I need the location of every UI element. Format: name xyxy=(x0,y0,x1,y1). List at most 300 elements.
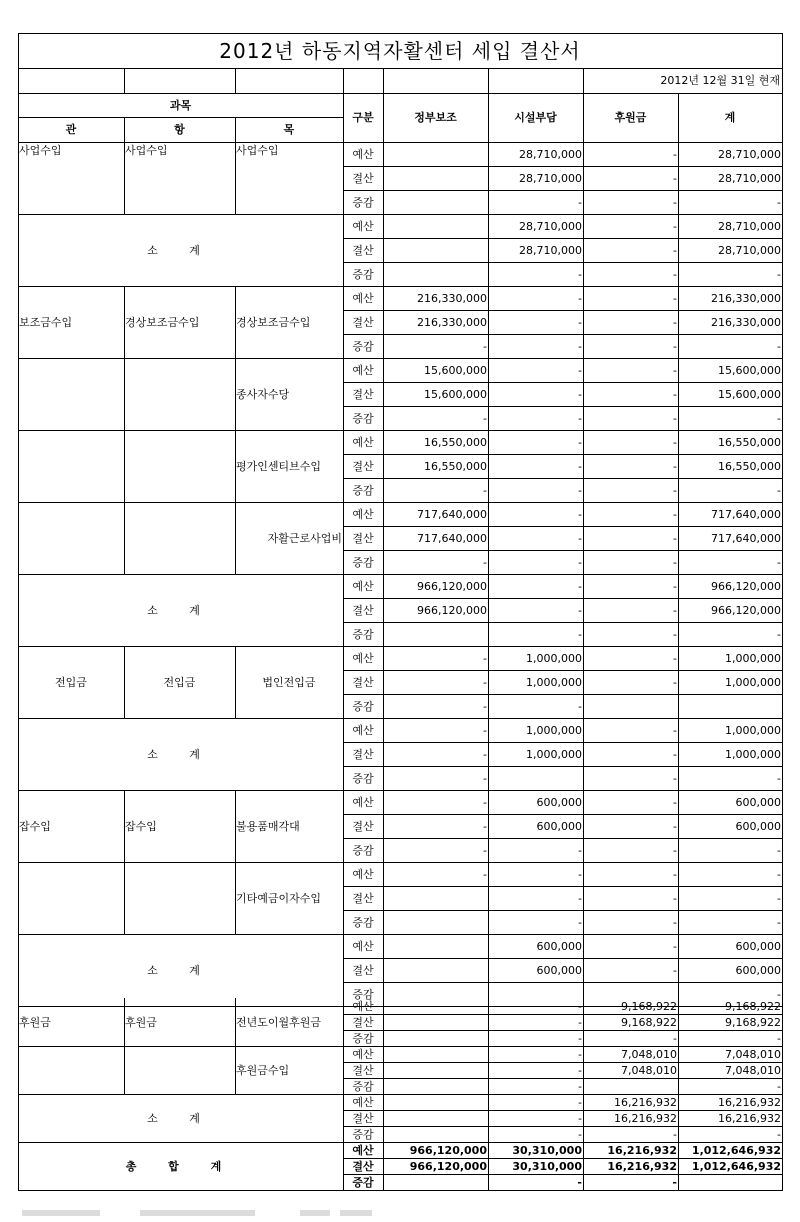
row-type-label: 증감 xyxy=(352,267,374,281)
amount-cell: 1,000,000 xyxy=(526,651,582,665)
subtotal-label: 소 계 xyxy=(147,243,214,257)
amount-cell: 966,120,000 xyxy=(417,579,487,593)
grid-line xyxy=(343,1126,783,1127)
grid-line xyxy=(583,574,584,647)
gwan-cell xyxy=(18,430,124,502)
mok-cell: 법인전입금 xyxy=(262,675,316,689)
amount-cell: - xyxy=(673,291,677,305)
header-hang: 항 xyxy=(174,123,185,136)
grid-line xyxy=(678,1142,679,1191)
amount-cell: 600,000 xyxy=(536,939,582,953)
hang-cell xyxy=(124,862,235,934)
row-type-label: 예산 xyxy=(352,507,374,521)
row-type-label: 증감 xyxy=(352,987,374,1001)
grid-line xyxy=(488,1046,489,1095)
grid-line xyxy=(583,862,584,935)
amount-cell: 16,550,000 xyxy=(718,435,781,449)
amount-cell: 16,550,000 xyxy=(718,459,781,473)
header-gubun: 구분 xyxy=(352,111,374,124)
grid-line xyxy=(383,934,384,1007)
grid-line xyxy=(678,790,679,863)
grid-line xyxy=(488,790,489,863)
amount-cell: 16,550,000 xyxy=(424,435,487,449)
grid-line xyxy=(343,934,344,1007)
amount-cell xyxy=(383,1046,488,1062)
amount-cell: - xyxy=(578,531,582,545)
hang-cell xyxy=(124,1046,235,1094)
gwan-cell: 사업수입 xyxy=(19,144,62,157)
amount-cell: - xyxy=(673,387,677,401)
amount-cell: 15,600,000 xyxy=(718,387,781,401)
amount-cell: - xyxy=(578,507,582,521)
amount-cell: - xyxy=(673,915,677,929)
grid-line xyxy=(343,1078,783,1079)
amount-cell: 216,330,000 xyxy=(417,291,487,305)
amount-cell: - xyxy=(578,999,582,1013)
amount-cell: - xyxy=(578,1111,582,1125)
amount-cell xyxy=(383,958,488,982)
grid-line xyxy=(383,1094,384,1143)
row-type-label: 결산 xyxy=(352,459,374,473)
amount-cell: 28,710,000 xyxy=(718,147,781,161)
row-type-label: 예산 xyxy=(352,147,374,161)
grid-line xyxy=(343,142,344,215)
amount-cell: - xyxy=(673,435,677,449)
amount-cell: - xyxy=(777,195,781,209)
grid-line xyxy=(343,1014,783,1015)
subtotal-label: 소 계 xyxy=(147,603,214,617)
amount-cell xyxy=(583,1078,678,1094)
row-type-label: 결산 xyxy=(352,891,374,905)
amount-cell: 600,000 xyxy=(735,963,781,977)
grid-line xyxy=(343,622,783,623)
amount-cell xyxy=(383,622,488,646)
amount-cell: - xyxy=(777,483,781,497)
grid-line xyxy=(343,1142,344,1191)
amount-cell: - xyxy=(777,339,781,353)
amount-cell: 9,168,922 xyxy=(725,999,781,1013)
amount-cell xyxy=(383,998,488,1014)
grid-line xyxy=(343,334,783,335)
amount-cell xyxy=(383,1014,488,1030)
amount-cell: - xyxy=(673,675,677,689)
amount-cell xyxy=(488,766,583,790)
row-type-label: 예산 xyxy=(352,1047,374,1061)
amount-cell: 28,710,000 xyxy=(718,243,781,257)
grid-line xyxy=(678,718,679,791)
grid-line xyxy=(18,33,783,34)
hang-cell xyxy=(124,430,235,502)
amount-cell: - xyxy=(483,771,487,785)
gwan-cell xyxy=(18,358,124,430)
amount-cell: - xyxy=(483,843,487,857)
row-type-label: 예산 xyxy=(352,867,374,881)
row-type-label: 증감 xyxy=(352,483,374,497)
amount-cell: - xyxy=(578,627,582,641)
amount-cell: 600,000 xyxy=(536,819,582,833)
row-type-label: 결산 xyxy=(352,675,374,689)
amount-cell: - xyxy=(777,843,781,857)
amount-cell: 16,216,932 xyxy=(614,1095,677,1109)
amount-cell: - xyxy=(777,987,781,1001)
amount-cell: 16,216,932 xyxy=(607,1159,677,1173)
amount-cell: - xyxy=(578,1047,582,1061)
sheet-title: 2012년 하동지역자활센터 세입 결산서 xyxy=(219,38,581,63)
amount-cell: - xyxy=(578,915,582,929)
amount-cell: - xyxy=(673,795,677,809)
amount-cell: - xyxy=(673,963,677,977)
row-type-label: 결산 xyxy=(352,603,374,617)
amount-cell: 600,000 xyxy=(536,795,582,809)
row-type-label: 결산 xyxy=(352,1159,374,1173)
amount-cell: 966,120,000 xyxy=(417,603,487,617)
amount-cell: 717,640,000 xyxy=(711,531,781,545)
amount-cell: - xyxy=(578,411,582,425)
amount-cell xyxy=(383,1110,488,1126)
grid-line xyxy=(343,406,783,407)
grid-line xyxy=(383,430,384,503)
amount-cell: - xyxy=(673,867,677,881)
amount-cell: 966,120,000 xyxy=(409,1143,487,1157)
mok-cell: 경상보조금수입 xyxy=(236,315,311,329)
amount-cell xyxy=(383,190,488,214)
amount-cell: 1,000,000 xyxy=(526,723,582,737)
amount-cell: - xyxy=(483,819,487,833)
amount-cell: - xyxy=(673,747,677,761)
grid-line xyxy=(678,286,679,359)
grid-line xyxy=(343,262,783,263)
amount-cell: - xyxy=(673,555,677,569)
grid-line xyxy=(583,358,584,431)
row-type-label: 증감 xyxy=(352,411,374,425)
row-type-label: 증감 xyxy=(352,627,374,641)
amount-cell: - xyxy=(578,1127,582,1141)
grid-line xyxy=(488,574,489,647)
hang-cell: 경상보조금수입 xyxy=(125,315,200,329)
amount-cell: - xyxy=(673,891,677,905)
footer-smudge xyxy=(140,1210,255,1216)
hang-cell xyxy=(124,358,235,430)
row-type-label: 예산 xyxy=(352,999,374,1013)
grid-line xyxy=(583,790,584,863)
row-type-label: 예산 xyxy=(352,1143,374,1157)
header-gwamok: 과목 xyxy=(169,98,192,112)
gwan-cell: 후원금 xyxy=(19,1015,51,1029)
grid-line xyxy=(383,93,384,143)
amount-cell xyxy=(383,1174,488,1190)
row-type-label: 예산 xyxy=(352,579,374,593)
grid-line xyxy=(583,286,584,359)
amount-cell: - xyxy=(777,555,781,569)
amount-cell: 966,120,000 xyxy=(409,1159,487,1173)
grid-line xyxy=(343,838,783,839)
footer-smudge xyxy=(300,1210,330,1216)
grid-line xyxy=(343,982,783,983)
amount-cell: 28,710,000 xyxy=(519,243,582,257)
grid-line xyxy=(124,117,125,143)
grid-line xyxy=(583,214,584,287)
grid-line xyxy=(583,718,584,791)
row-type-label: 결산 xyxy=(352,171,374,185)
amount-cell: - xyxy=(578,603,582,617)
row-type-label: 결산 xyxy=(352,1015,374,1029)
grid-line xyxy=(583,646,584,719)
grid-line xyxy=(383,68,384,94)
grid-line xyxy=(383,718,384,791)
amount-cell xyxy=(383,166,488,190)
amount-cell: - xyxy=(578,363,582,377)
row-type-label: 증감 xyxy=(352,1127,374,1141)
amount-cell: - xyxy=(578,1015,582,1029)
grid-line xyxy=(343,1110,783,1111)
amount-cell: - xyxy=(483,795,487,809)
grid-line xyxy=(235,68,236,94)
amount-cell: 7,048,010 xyxy=(621,1063,677,1077)
mok-cell: 후원금수입 xyxy=(236,1063,290,1077)
grid-line xyxy=(488,358,489,431)
amount-cell xyxy=(583,694,678,718)
grid-line xyxy=(488,998,489,1047)
footer-smudge xyxy=(22,1210,100,1216)
grid-line xyxy=(343,574,344,647)
row-type-label: 예산 xyxy=(352,939,374,953)
row-type-label: 예산 xyxy=(352,1095,374,1109)
amount-cell xyxy=(383,1030,488,1046)
hang-cell: 후원금 xyxy=(125,1015,157,1029)
grid-line xyxy=(343,886,783,887)
amount-cell: - xyxy=(578,555,582,569)
grid-line xyxy=(343,694,783,695)
header-gov: 정부보조 xyxy=(414,111,457,124)
grid-line xyxy=(383,646,384,719)
grid-line xyxy=(343,93,344,143)
mok-cell: 불용품매각대 xyxy=(236,819,300,833)
header-gwan: 관 xyxy=(65,123,77,136)
grid-line xyxy=(678,1046,679,1095)
amount-cell: - xyxy=(483,555,487,569)
grid-line xyxy=(488,1094,489,1143)
amount-cell: 216,330,000 xyxy=(417,315,487,329)
row-type-label: 결산 xyxy=(352,819,374,833)
amount-cell: - xyxy=(578,579,582,593)
amount-cell: - xyxy=(673,723,677,737)
grid-line xyxy=(488,142,489,215)
subtotal-label: 소 계 xyxy=(147,963,214,977)
amount-cell: 15,600,000 xyxy=(718,363,781,377)
grid-line xyxy=(343,790,344,863)
grid-line xyxy=(678,142,679,215)
amount-cell: - xyxy=(578,195,582,209)
amount-cell: - xyxy=(673,339,677,353)
amount-cell: 28,710,000 xyxy=(519,219,582,233)
amount-cell: 28,710,000 xyxy=(519,147,582,161)
grid-line xyxy=(343,1158,783,1159)
amount-cell: 16,216,932 xyxy=(718,1111,781,1125)
grid-line xyxy=(343,310,783,311)
amount-cell: - xyxy=(578,1063,582,1077)
amount-cell: - xyxy=(578,315,582,329)
grid-line xyxy=(488,68,489,94)
row-type-label: 결산 xyxy=(352,531,374,545)
header-facility: 시설부담 xyxy=(514,111,557,124)
row-type-label: 증감 xyxy=(352,771,374,785)
amount-cell: 966,120,000 xyxy=(711,603,781,617)
amount-cell: - xyxy=(578,1079,582,1093)
amount-cell: - xyxy=(673,771,677,785)
amount-cell: - xyxy=(673,531,677,545)
grid-line xyxy=(383,998,384,1047)
amount-cell: 1,000,000 xyxy=(725,747,781,761)
row-type-label: 증감 xyxy=(352,1031,374,1045)
row-type-label: 증감 xyxy=(352,699,374,713)
amount-cell: 600,000 xyxy=(536,963,582,977)
subtotal-label: 소 계 xyxy=(147,747,214,761)
row-type-label: 예산 xyxy=(352,795,374,809)
mok-cell: 기타예금이자수입 xyxy=(236,891,322,905)
amount-cell: 9,168,922 xyxy=(725,1015,781,1029)
gwan-cell: 전입금 xyxy=(55,675,87,689)
amount-cell: - xyxy=(777,915,781,929)
row-type-label: 증감 xyxy=(352,843,374,857)
amount-cell: - xyxy=(483,723,487,737)
grid-line xyxy=(343,550,783,551)
amount-cell: - xyxy=(777,891,781,905)
gwan-cell: 보조금수입 xyxy=(19,315,73,329)
amount-cell: - xyxy=(483,867,487,881)
header-donation: 후원금 xyxy=(614,111,647,124)
row-type-label: 결산 xyxy=(352,1063,374,1077)
grid-line xyxy=(678,1094,679,1143)
amount-cell: 30,310,000 xyxy=(512,1143,582,1157)
grid-line xyxy=(383,214,384,287)
grid-line xyxy=(488,934,489,1007)
grid-line xyxy=(343,1030,783,1031)
amount-cell: - xyxy=(673,483,677,497)
grid-line xyxy=(678,502,679,575)
grid-line xyxy=(678,934,679,1007)
grid-line xyxy=(343,502,344,575)
amount-cell: 1,000,000 xyxy=(725,723,781,737)
amount-cell: - xyxy=(483,339,487,353)
amount-cell: - xyxy=(673,579,677,593)
grid-line xyxy=(678,998,679,1047)
amount-cell xyxy=(383,142,488,166)
amount-cell: - xyxy=(578,843,582,857)
amount-cell: 15,600,000 xyxy=(424,387,487,401)
amount-cell: 28,710,000 xyxy=(519,171,582,185)
mok-cell: 자활근로사업비 xyxy=(267,531,342,545)
grid-line xyxy=(383,286,384,359)
row-type-label: 증감 xyxy=(352,1079,374,1093)
grid-line xyxy=(583,1094,584,1143)
row-type-label: 증감 xyxy=(352,339,374,353)
amount-cell: 16,550,000 xyxy=(424,459,487,473)
row-type-label: 증감 xyxy=(352,1175,374,1189)
amount-cell: - xyxy=(673,363,677,377)
grid-line xyxy=(678,430,679,503)
grid-line xyxy=(343,1062,783,1063)
grid-line xyxy=(343,1046,344,1095)
grid-line xyxy=(124,68,125,94)
amount-cell: - xyxy=(673,219,677,233)
grid-line xyxy=(343,814,783,815)
amount-cell: - xyxy=(777,1031,781,1045)
grid-line xyxy=(343,742,783,743)
amount-cell: 1,000,000 xyxy=(526,675,582,689)
row-type-label: 결산 xyxy=(352,315,374,329)
mok-cell: 사업수입 xyxy=(236,144,279,157)
amount-cell: 1,000,000 xyxy=(725,675,781,689)
amount-cell: - xyxy=(578,339,582,353)
amount-cell: 1,000,000 xyxy=(526,747,582,761)
amount-cell: - xyxy=(673,147,677,161)
row-type-label: 증감 xyxy=(352,555,374,569)
amount-cell: - xyxy=(777,411,781,425)
amount-cell: - xyxy=(483,675,487,689)
row-type-label: 예산 xyxy=(352,363,374,377)
amount-cell xyxy=(383,262,488,286)
amount-cell: - xyxy=(673,651,677,665)
grid-line xyxy=(343,166,783,167)
header-total: 계 xyxy=(724,111,736,124)
grid-line xyxy=(343,958,783,959)
amount-cell: 216,330,000 xyxy=(711,315,781,329)
grid-line xyxy=(488,93,489,143)
grid-line xyxy=(488,286,489,359)
grid-line xyxy=(343,910,783,911)
amount-cell: 16,216,932 xyxy=(614,1111,677,1125)
amount-cell: - xyxy=(673,603,677,617)
amount-cell xyxy=(383,1126,488,1142)
amount-cell: - xyxy=(578,459,582,473)
amount-cell: 28,710,000 xyxy=(718,171,781,185)
amount-cell: - xyxy=(673,459,677,473)
row-type-label: 결산 xyxy=(352,747,374,761)
grid-line xyxy=(583,93,584,143)
grid-line xyxy=(383,1142,384,1191)
grid-line xyxy=(383,358,384,431)
amount-cell: 7,048,010 xyxy=(621,1047,677,1061)
mok-cell: 종사자수당 xyxy=(236,387,290,401)
amount-cell: - xyxy=(777,1079,781,1093)
gwan-cell xyxy=(18,1046,124,1094)
amount-cell: - xyxy=(578,291,582,305)
grid-line xyxy=(343,430,344,503)
row-type-label: 예산 xyxy=(352,291,374,305)
grid-line xyxy=(678,646,679,719)
subtotal-label: 소 계 xyxy=(147,1111,214,1125)
grid-line xyxy=(678,574,679,647)
grid-line xyxy=(583,142,584,215)
amount-cell: - xyxy=(578,891,582,905)
grid-line xyxy=(18,68,783,69)
amount-cell: 216,330,000 xyxy=(711,291,781,305)
amount-cell: 600,000 xyxy=(735,795,781,809)
amount-cell: - xyxy=(578,435,582,449)
amount-cell: - xyxy=(483,699,487,713)
amount-cell xyxy=(383,910,488,934)
amount-cell: 7,048,010 xyxy=(725,1047,781,1061)
amount-cell: - xyxy=(777,267,781,281)
amount-cell: 717,640,000 xyxy=(417,531,487,545)
amount-cell: - xyxy=(483,411,487,425)
amount-cell: - xyxy=(672,1175,677,1189)
amount-cell: 1,012,646,932 xyxy=(691,1159,781,1173)
row-type-label: 결산 xyxy=(352,963,374,977)
amount-cell xyxy=(383,1078,488,1094)
grid-line xyxy=(343,190,783,191)
grid-line xyxy=(343,862,344,935)
